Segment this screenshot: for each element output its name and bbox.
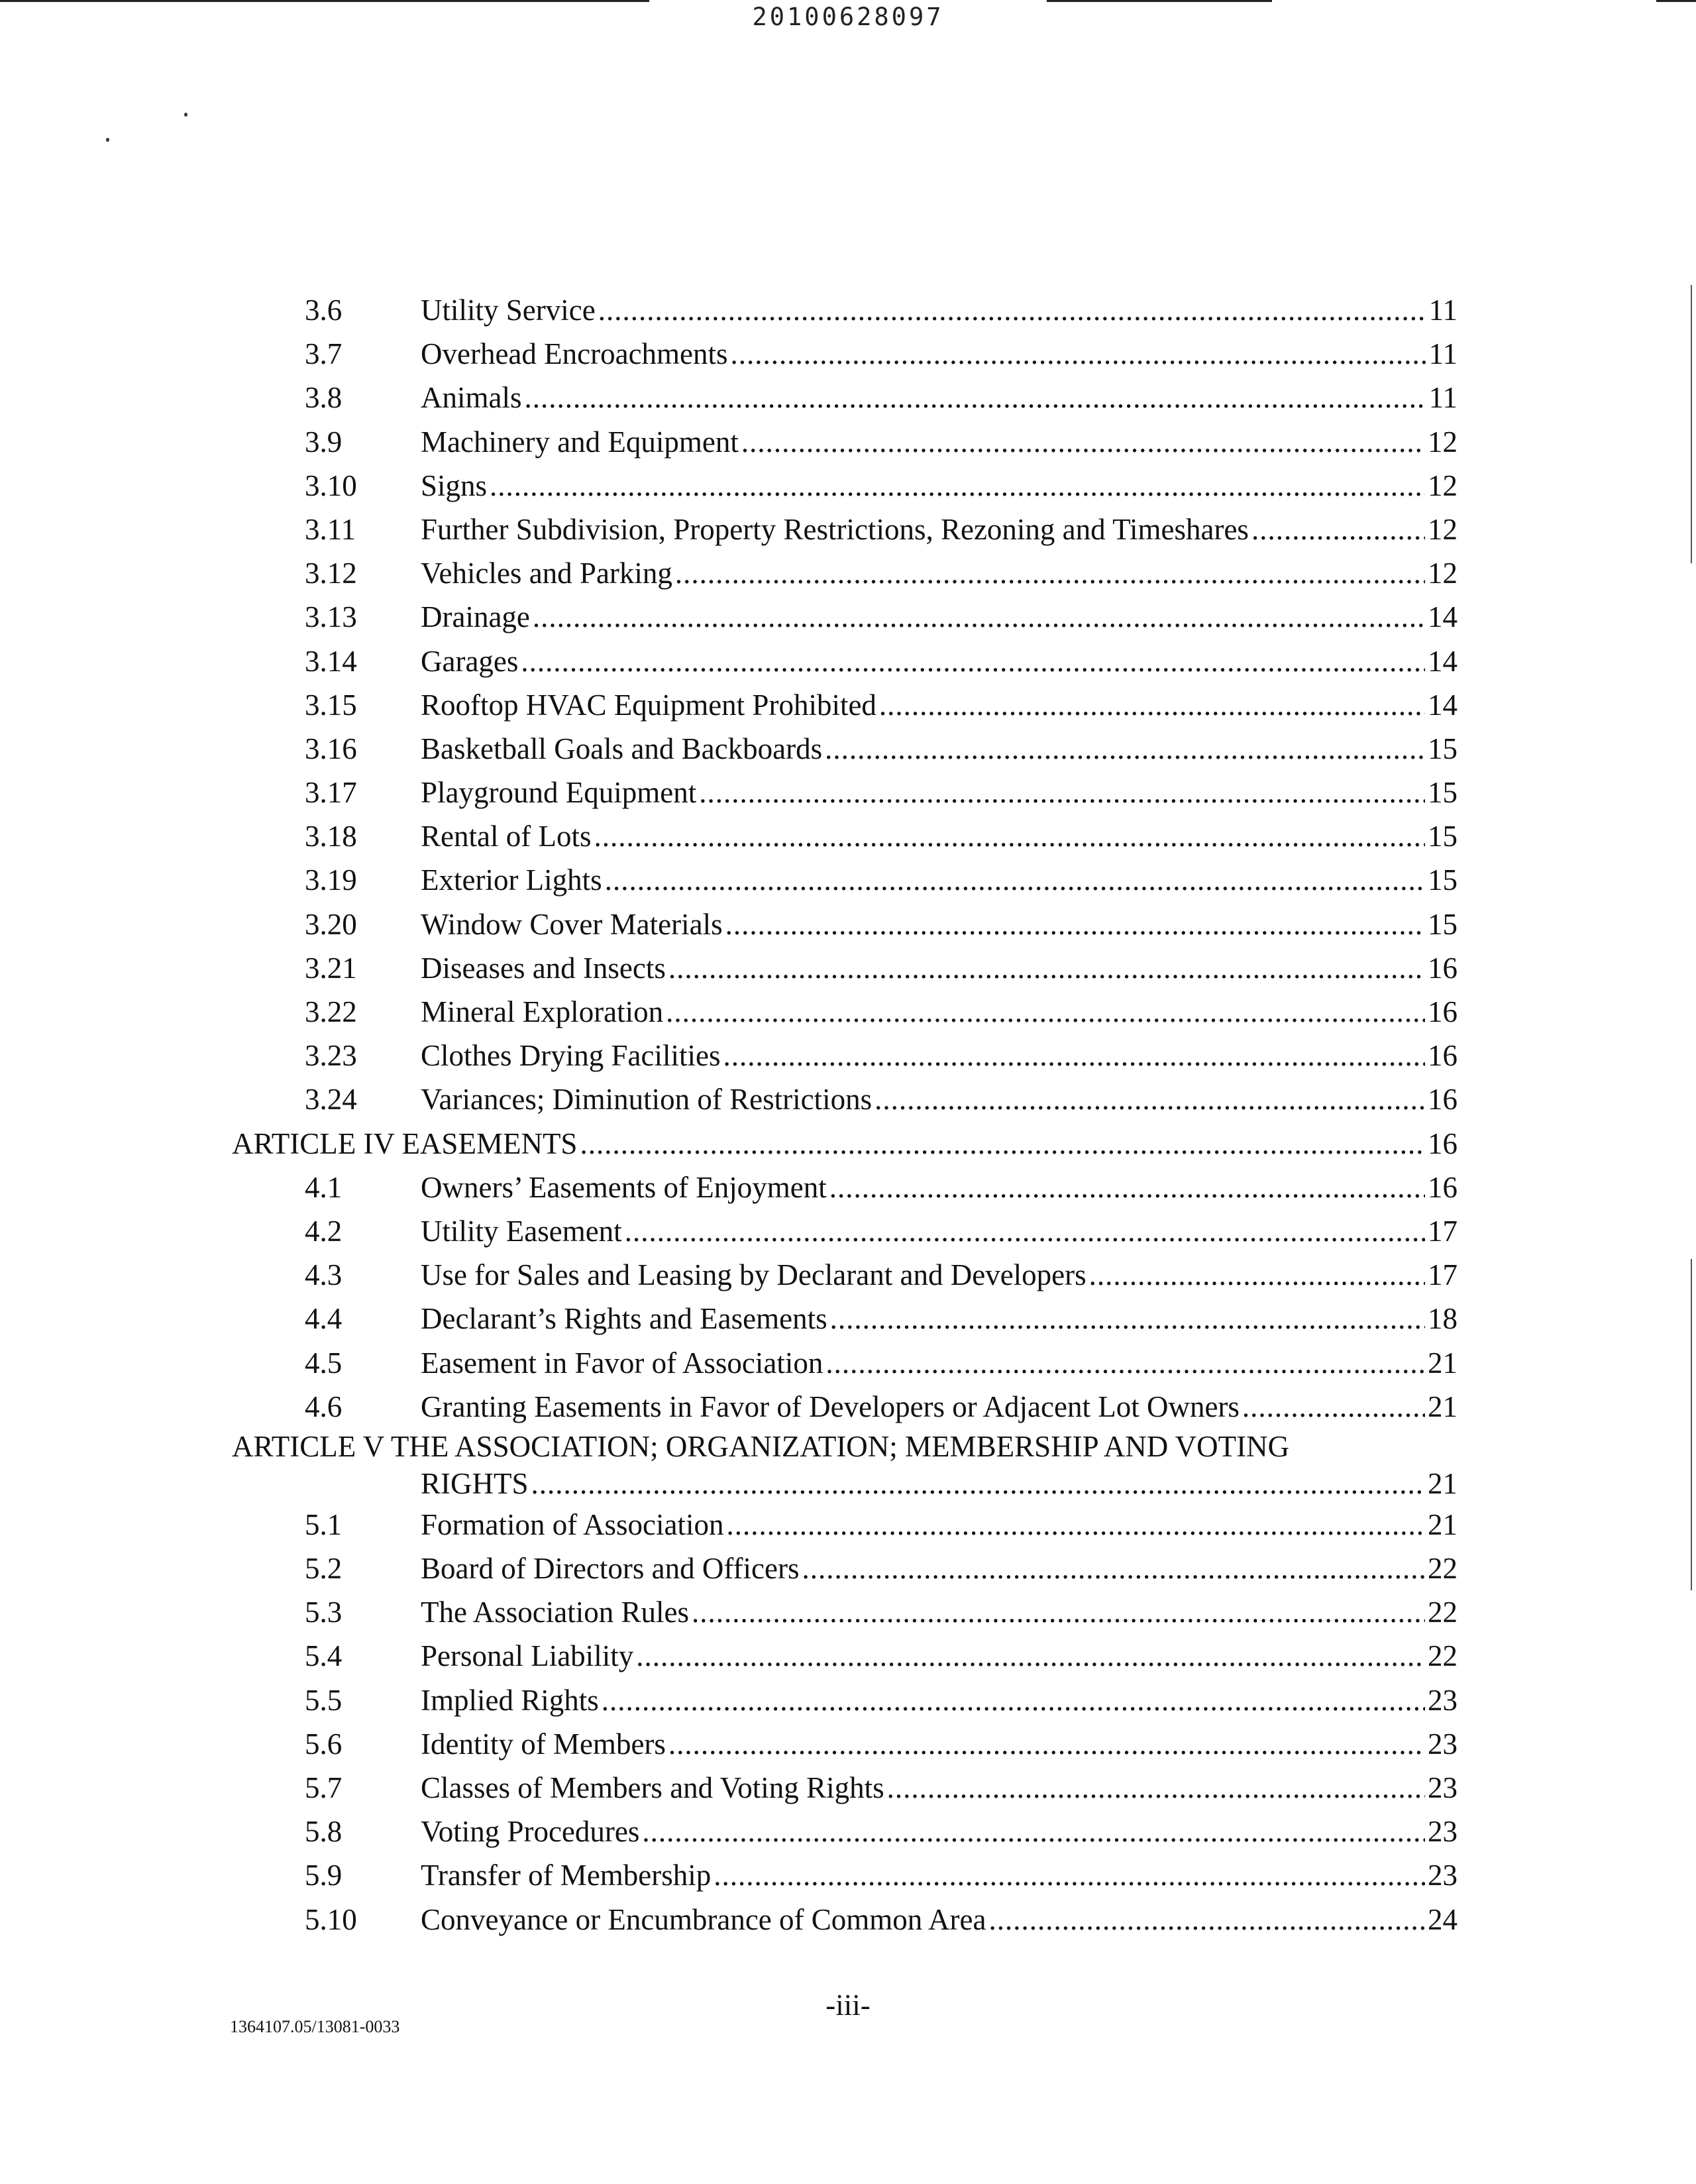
page-number: 23 — [1428, 1815, 1458, 1849]
dot-leader — [531, 1464, 1425, 1503]
section-number: 3.18 — [305, 820, 357, 853]
section-title: Identity of Members — [421, 1727, 666, 1761]
toc-entry — [232, 1634, 1458, 1678]
toc-entry — [232, 902, 1458, 946]
section-number: 3.10 — [305, 468, 357, 502]
page-number: 21 — [1428, 1346, 1458, 1380]
toc-entry — [232, 1547, 1458, 1590]
table-of-contents — [232, 288, 1458, 1941]
section-number: 5.4 — [305, 1639, 343, 1673]
dot-leader — [602, 1678, 1425, 1722]
dot-leader — [879, 683, 1425, 727]
toc-entry — [232, 771, 1458, 814]
dot-leader — [668, 946, 1425, 990]
page-number: 23 — [1428, 1859, 1458, 1892]
section-title: Classes of Members and Voting Rights — [421, 1771, 884, 1804]
section-number: 3.11 — [305, 512, 356, 546]
section-number: 3.21 — [305, 951, 357, 985]
page-number: 21 — [1428, 1390, 1458, 1423]
scan-speck — [184, 113, 187, 117]
section-number: 3.7 — [305, 337, 343, 371]
section-title: Utility Service — [421, 294, 596, 327]
document-id: 1364107.05/13081-0033 — [230, 2017, 400, 2036]
section-title: Exterior Lights — [421, 863, 602, 897]
toc-entry — [232, 1166, 1458, 1209]
page-number: 16 — [1428, 995, 1458, 1028]
toc-entry — [232, 288, 1458, 332]
section-number: 3.13 — [305, 600, 357, 634]
section-title: Clothes Drying Facilities — [421, 1039, 721, 1073]
page-number: 23 — [1428, 1771, 1458, 1804]
section-title: Personal Liability — [421, 1639, 634, 1673]
section-number: 3.24 — [305, 1083, 357, 1117]
dot-leader — [625, 1209, 1425, 1253]
toc-entry — [232, 1590, 1458, 1634]
dot-leader — [1089, 1253, 1425, 1297]
page-number: 21 — [1428, 1466, 1458, 1500]
dot-leader — [521, 639, 1425, 683]
page-number: 24 — [1428, 1902, 1458, 1936]
section-title: Overhead Encroachments — [421, 337, 728, 371]
top-scan-rule-left — [0, 0, 649, 2]
toc-entry — [232, 1297, 1458, 1340]
page-number: 16 — [1428, 951, 1458, 985]
section-title: Use for Sales and Leasing by Declarant and Developers — [421, 1258, 1086, 1292]
section-title: Transfer of Membership — [421, 1859, 712, 1892]
toc-article-heading-continued — [232, 1464, 1458, 1503]
section-title: Voting Procedures — [421, 1815, 640, 1849]
section-number: 3.23 — [305, 1039, 357, 1073]
dot-leader — [525, 376, 1426, 419]
toc-entry — [232, 1898, 1458, 1941]
section-number: 3.8 — [305, 381, 343, 415]
dot-leader — [594, 814, 1425, 858]
scan-edge-line — [1691, 1259, 1692, 1590]
section-number: 4.3 — [305, 1258, 343, 1292]
toc-entry — [232, 1341, 1458, 1385]
toc-entry — [232, 464, 1458, 508]
page-number: 22 — [1428, 1552, 1458, 1586]
footer-page-number: -iii- — [825, 1989, 871, 2022]
section-title: Playground Equipment — [421, 776, 697, 810]
section-title: Board of Directors and Officers — [421, 1552, 800, 1586]
section-title: Drainage — [421, 600, 530, 634]
section-number: 3.19 — [305, 863, 357, 897]
dot-leader — [533, 595, 1425, 639]
page-number: 15 — [1428, 776, 1458, 810]
section-number: 4.6 — [305, 1390, 343, 1423]
section-title: Signs — [421, 468, 488, 502]
page-number: 14 — [1428, 600, 1458, 634]
section-number: 5.10 — [305, 1902, 357, 1936]
recording-stamp: 20100628097 — [752, 3, 944, 31]
section-title: Diseases and Insects — [421, 951, 666, 985]
page-number: 23 — [1428, 1683, 1458, 1717]
dot-leader — [988, 1898, 1425, 1941]
page-number: 16 — [1428, 1170, 1458, 1204]
dot-leader — [666, 990, 1425, 1034]
section-number: 3.6 — [305, 294, 343, 327]
toc-entry — [232, 1209, 1458, 1253]
section-title: Rental of Lots — [421, 820, 592, 853]
top-scan-rule-right — [1047, 0, 1272, 2]
article-title-continued: RIGHTS — [421, 1466, 529, 1500]
dot-leader — [731, 332, 1426, 376]
scan-edge-line — [1691, 285, 1692, 563]
dot-leader — [825, 1341, 1425, 1385]
toc-entry — [232, 858, 1458, 902]
section-title: Animals — [421, 381, 522, 415]
section-number: 3.9 — [305, 425, 343, 459]
dot-leader — [723, 1034, 1425, 1077]
toc-entry — [232, 1810, 1458, 1853]
dot-leader — [668, 1722, 1425, 1766]
dot-leader — [675, 551, 1425, 595]
page-number: 16 — [1428, 1039, 1458, 1073]
dot-leader — [829, 1166, 1425, 1209]
page-number: 17 — [1428, 1258, 1458, 1292]
page-number: 16 — [1428, 1083, 1458, 1117]
dot-leader — [598, 288, 1426, 332]
section-title: Further Subdivision, Property Restrictions, Rezoning and Timeshares — [421, 512, 1249, 546]
page-number: 14 — [1428, 644, 1458, 678]
section-title: The Association Rules — [421, 1596, 689, 1629]
section-number: 5.7 — [305, 1771, 343, 1804]
toc-entry — [232, 639, 1458, 683]
section-title: Rooftop HVAC Equipment Prohibited — [421, 688, 876, 722]
toc-entry — [232, 1034, 1458, 1077]
section-number: 3.22 — [305, 995, 357, 1028]
page-number: 22 — [1428, 1596, 1458, 1629]
section-title: Utility Easement — [421, 1214, 622, 1248]
toc-entry — [232, 683, 1458, 727]
toc-entry — [232, 420, 1458, 464]
page-number: 15 — [1428, 907, 1458, 941]
page-number: 12 — [1428, 557, 1458, 590]
dot-leader — [692, 1590, 1425, 1634]
section-title: Implied Rights — [421, 1683, 599, 1717]
section-number: 4.4 — [305, 1302, 343, 1336]
dot-leader — [580, 1122, 1425, 1166]
section-number: 4.1 — [305, 1170, 343, 1204]
page-number: 11 — [1428, 294, 1458, 327]
dot-leader — [605, 858, 1425, 902]
dot-leader — [636, 1634, 1425, 1678]
toc-entry — [232, 376, 1458, 419]
section-number: 5.3 — [305, 1596, 343, 1629]
toc-entry — [232, 551, 1458, 595]
page-number: 15 — [1428, 863, 1458, 897]
section-title: Garages — [421, 644, 519, 678]
toc-entry — [232, 1853, 1458, 1897]
toc-entry — [232, 814, 1458, 858]
section-number: 3.20 — [305, 907, 357, 941]
dot-leader — [726, 1503, 1425, 1547]
section-title: Owners’ Easements of Enjoyment — [421, 1170, 827, 1204]
toc-entry — [232, 1077, 1458, 1121]
page-number: 16 — [1428, 1126, 1458, 1160]
page-number: 22 — [1428, 1639, 1458, 1673]
section-title: Conveyance or Encumbrance of Common Area — [421, 1902, 986, 1936]
section-title: Basketball Goals and Backboards — [421, 732, 823, 765]
section-number: 5.6 — [305, 1727, 343, 1761]
page-number: 12 — [1428, 468, 1458, 502]
section-title: Declarant’s Rights and Easements — [421, 1302, 827, 1336]
page-number: 15 — [1428, 820, 1458, 853]
section-title: Formation of Association — [421, 1507, 724, 1541]
dot-leader — [825, 727, 1425, 771]
page-number: 18 — [1428, 1302, 1458, 1336]
dot-leader — [642, 1810, 1425, 1853]
dot-leader — [802, 1547, 1425, 1590]
section-number: 5.9 — [305, 1859, 343, 1892]
article-title: ARTICLE V THE ASSOCIATION; ORGANIZATION; MEMBERSHIP AND VOTING — [232, 1429, 1290, 1463]
page-number: 11 — [1428, 337, 1458, 371]
section-title: Machinery and Equipment — [421, 425, 739, 459]
page-number: 14 — [1428, 688, 1458, 722]
section-title: Window Cover Materials — [421, 907, 723, 941]
dot-leader — [1242, 1385, 1425, 1429]
dot-leader — [830, 1297, 1425, 1340]
toc-entry — [232, 508, 1458, 551]
page-number: 11 — [1428, 381, 1458, 415]
toc-entry — [232, 990, 1458, 1034]
article-title: ARTICLE IV EASEMENTS — [232, 1126, 578, 1160]
section-title: Mineral Exploration — [421, 995, 664, 1028]
page-number: 23 — [1428, 1727, 1458, 1761]
section-number: 3.12 — [305, 557, 357, 590]
page-number: 12 — [1428, 512, 1458, 546]
dot-leader — [1251, 508, 1425, 551]
section-number: 5.1 — [305, 1507, 343, 1541]
toc-entry — [232, 1385, 1458, 1429]
section-title: Variances; Diminution of Restrictions — [421, 1083, 873, 1117]
toc-entry — [232, 1503, 1458, 1547]
page-number: 12 — [1428, 425, 1458, 459]
section-number: 3.17 — [305, 776, 357, 810]
section-number: 5.8 — [305, 1815, 343, 1849]
section-number: 4.5 — [305, 1346, 343, 1380]
top-scan-rule-far-right — [1656, 0, 1696, 2]
dot-leader — [741, 420, 1425, 464]
toc-article-heading — [232, 1429, 1458, 1464]
section-number: 3.14 — [305, 644, 357, 678]
toc-entry — [232, 595, 1458, 639]
toc-entry — [232, 332, 1458, 376]
section-title: Easement in Favor of Association — [421, 1346, 823, 1380]
toc-entry — [232, 946, 1458, 990]
toc-entry — [232, 1253, 1458, 1297]
dot-leader — [490, 464, 1425, 508]
section-number: 4.2 — [305, 1214, 343, 1248]
page-number: 15 — [1428, 732, 1458, 765]
toc-entry — [232, 1766, 1458, 1810]
dot-leader — [725, 902, 1425, 946]
section-title: Granting Easements in Favor of Developers or Adjacent Lot Owners — [421, 1390, 1240, 1423]
section-title: Vehicles and Parking — [421, 557, 672, 590]
dot-leader — [714, 1853, 1425, 1897]
toc-entry — [232, 1722, 1458, 1766]
section-number: 5.2 — [305, 1552, 343, 1586]
page-number: 17 — [1428, 1214, 1458, 1248]
section-number: 3.16 — [305, 732, 357, 765]
scan-speck — [106, 138, 109, 142]
toc-entry — [232, 1678, 1458, 1722]
dot-leader — [887, 1766, 1425, 1810]
section-number: 5.5 — [305, 1683, 343, 1717]
page-number: 21 — [1428, 1507, 1458, 1541]
dot-leader — [699, 771, 1425, 814]
dot-leader — [874, 1077, 1425, 1121]
toc-article-heading — [232, 1122, 1458, 1166]
toc-entry — [232, 727, 1458, 771]
section-number: 3.15 — [305, 688, 357, 722]
